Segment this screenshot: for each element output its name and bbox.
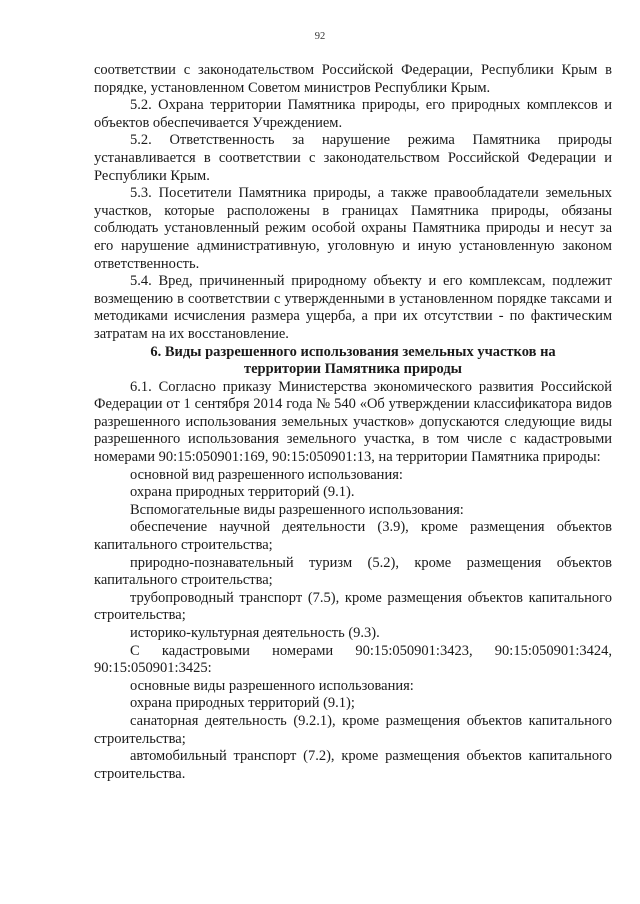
aux-use-item: природно-познавательный туризм (5.2), кроме размещения объектов капитального строительства; (94, 554, 612, 589)
main-uses-item: санаторная деятельность (9.2.1), кроме размещения объектов капитального строительства; (94, 712, 612, 747)
section-6-heading-line1: 6. Виды разрешенного использования земельных участков на (150, 343, 556, 360)
main-uses-item: автомобильный транспорт (7.2), кроме размещения объектов капитального строительства. (94, 748, 612, 782)
page-number: 92 (314, 31, 326, 42)
aux-use-label: Вспомогательные виды разрешенного использования: (130, 501, 464, 518)
section-6-heading-line2: территории Памятника природы (243, 361, 463, 378)
aux-use-item: историко-культурная деятельность (9.3). (130, 625, 380, 641)
main-uses-item: охрана природных территорий (9.1); (130, 695, 355, 712)
main-uses-label: основные виды разрешенного использования: (130, 677, 414, 694)
aux-use-item: обеспечение научной деятельности (3.9), кроме размещения объектов капитального строительства; (94, 519, 612, 554)
aux-use-item: трубопроводный транспорт (7.5), кроме размещения объектов капитального строительства; (94, 589, 612, 624)
paragraph-5-3: 5.3. Посетители Памятника природы, а также правообладатели земельных участков, которые расположены в границах Памятника природы, обязаны соблюдать установленный режим особой охраны Памятника природы и несут за его нарушение административную, уголовную и иную установленную законом ответственность. (94, 185, 612, 272)
paragraph-5-4: 5.4. Вред, причиненный природному объекту и его комплексам, подлежит возмещению в соответствии с утвержденными в установленном порядке таксами и методиками исчисления размера ущерба, а при их отсутствии - по фактическим затратам на их восстановление. (94, 273, 612, 342)
paragraph-6-1: 6.1. Согласно приказу Министерства экономического развития Российской Федерации от 1 сентября 2014 года № 540 «Об утверждении классификатора видов разрешенного использования земельных участков» допускаются следующие виды разрешенного использования земельного участка, в том числе с кадастровыми номерами 90:15:050901:169, 90:15:050901:13, на территории Памятника природы: (94, 378, 612, 466)
paragraph-continuation: соответствии с законодательством Российской Федерации, Республики Крым в порядке, установленном Советом министров Республики Крым. (94, 62, 612, 96)
paragraph-5-2-protection: 5.2. Охрана территории Памятника природы, его природных комплексов и объектов обеспечивается Учреждением. (94, 97, 612, 131)
paragraph-5-2-responsibility: 5.2. Ответственность за нарушение режима Памятника природы устанавливается в соответствии с законодательством Российской Федерации и Республики Крым. (94, 132, 612, 184)
cadastral-paragraph: С кадастровыми номерами 90:15:050901:3423, 90:15:050901:3424, 90:15:050901:3425: (94, 642, 612, 677)
main-use-item: охрана природных территорий (9.1). (130, 484, 355, 501)
section-6-heading (94, 344, 612, 379)
document-body (94, 62, 612, 783)
main-use-label: основной вид разрешенного использования: (130, 466, 403, 483)
